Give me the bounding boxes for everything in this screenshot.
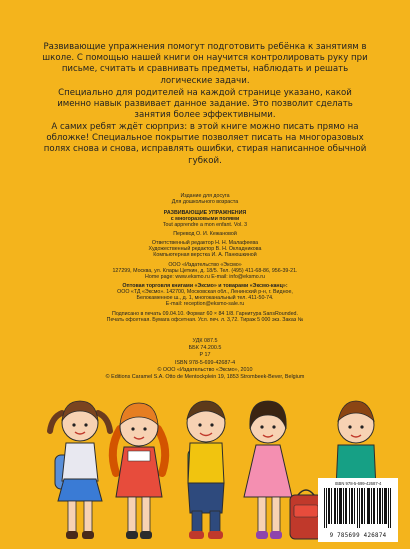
barcode-isbn: ISBN 978-5-699-42687-4 <box>334 481 382 486</box>
imprint-original-title: Tout apprendre a mon enfant. Vol. 3 <box>162 222 248 229</box>
child-girl-red-hair <box>113 403 165 539</box>
imprint-title: РАЗВИВАЮЩИЕ УПРАЖНЕНИЯ <box>163 209 247 216</box>
imprint-wholesale-address-2: Белокаменное ш., д. 1, многоканальный тел. 411-50-74. <box>136 295 274 302</box>
imprint-age: Для дошкольного возраста <box>171 199 239 206</box>
intro-paragraph-3: А самих ребят ждёт сюрприз: в этой книге можно писать прямо на обложке! Специальное покрытие позволяет писать на многоразовых полях снова и снова, исправлять ошибки, стирая написанное обычной губкой. <box>43 122 367 166</box>
intro-paragraph-1: Развивающие упражнения помогут подготовить ребёнка к занятиям в школе. С помощью нашей книги он научится контролировать руку при письме, считать и сравнивать предметы, наблюдать и решать логические задачи. <box>42 42 368 86</box>
imprint-editor: Ответственный редактор Н. Н. Малафеева <box>151 239 259 246</box>
imprint-print-sign: Подписано в печать 09.04.10. Формат 60 × 84 1/8. Гарнитура SansRounded. <box>112 310 298 317</box>
isbn-text: ISBN 978-5-699-42687-4 <box>174 360 236 367</box>
imprint-publisher: ООО «Издательство «Эксмо» <box>168 261 242 268</box>
child-girl-backpack <box>50 401 110 539</box>
copyright-caramel: © Editions Caramel S.A. Otto de Mentockplein 19, 1853 Strombeek-Bever, Belgium <box>105 373 305 380</box>
imprint-subtitle: с многоразовыми полями <box>170 215 240 222</box>
bbk-r-code: Р 17 <box>199 351 211 358</box>
imprint-translation: Перевод О. И. Кежановой <box>173 231 237 238</box>
barcode-label <box>318 478 398 542</box>
imprint-edition: Издание для досуга <box>180 193 230 199</box>
imprint-wholesale-email: E-mail: reception@eksmo-sale.ru <box>165 301 245 308</box>
imprint-layout: Компьютерная верстка И. А. Панюшкиной <box>153 252 257 259</box>
imprint-wholesale-address-1: ООО «ТД «Эксмо». 142700, Московская обл., Ленинский р-н, г. Видное, <box>117 288 293 295</box>
imprint-wholesale: Оптовая торговля книгами «Эксмо» и товарами «Эксмо-канц»: <box>122 282 288 289</box>
udc-code: УДК 087.5 <box>192 338 218 344</box>
imprint-address: 127299, Москва, ул. Клары Цеткин, д. 18/5. Тел. (495) 411-68-86, 956-39-21. <box>112 267 298 274</box>
barcode-icon <box>324 488 392 528</box>
copyright-block <box>20 338 390 381</box>
child-girl-pink-dress <box>244 401 292 539</box>
bbk-code: ББК 74.200.5 <box>188 344 222 351</box>
imprint-print-info: Печать офсетная. Бумага офсетная. Усл. печ. л. 3,72. Тираж 5 000 экз. Заказ № <box>106 317 304 324</box>
barcode-number: 9 785699 426874 <box>329 533 387 539</box>
copyright-eksmo: © ООО «Издательство «Эксмо», 2010 <box>157 367 253 374</box>
imprint-home-page: Home page: www.eksmo.ru E-mail: info@eksmo.ru <box>145 274 265 281</box>
intro-paragraph-2: Специально для родителей на каждой странице указано, какой именно навык развивает данное задание. Это позволит сделать занятия более эффективными. <box>57 88 353 121</box>
imprint-block <box>60 193 350 323</box>
imprint-art-editor: Художественный редактор В. Н. Окладникова <box>148 246 262 253</box>
child-boy-green-backpack <box>187 401 225 539</box>
